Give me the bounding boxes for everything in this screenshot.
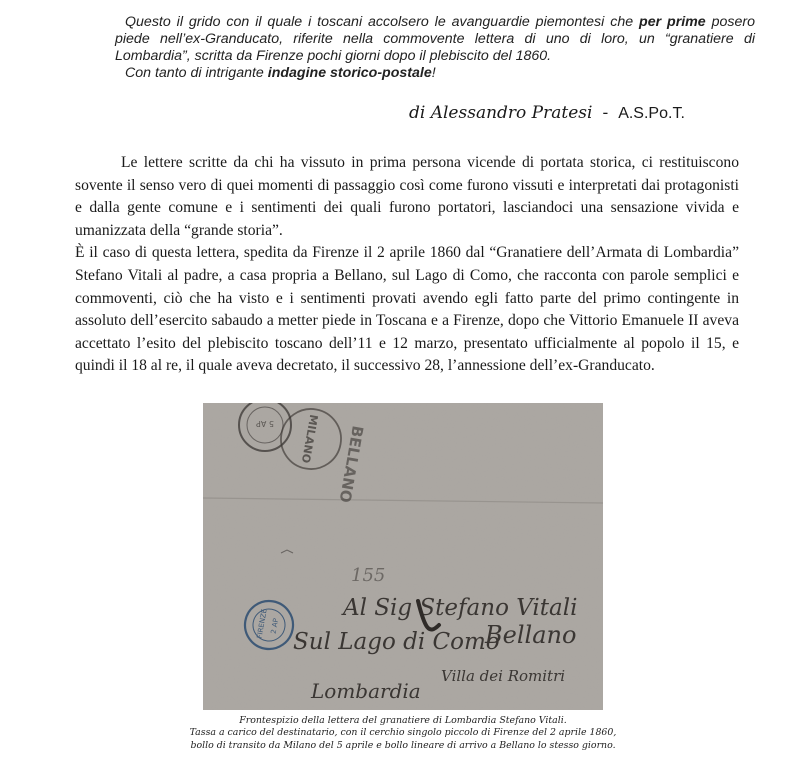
byline-separator: - bbox=[602, 103, 609, 123]
caption-line: Tassa a carico del destinatario, con il cerchio singolo piccolo di Firenze del 2 aprile 1860, bbox=[189, 727, 617, 739]
author-name: di Alessandro Pratesi bbox=[409, 103, 593, 123]
paper-texture bbox=[203, 403, 603, 710]
intro-emphasis: indagine storico-postale bbox=[267, 65, 432, 81]
svg-text:MILANO: MILANO bbox=[298, 413, 321, 465]
figure-caption bbox=[180, 715, 626, 752]
address-line-1: Al Sig Stefano Vitali bbox=[343, 595, 578, 621]
caption-line: bollo di transito da Milano del 5 aprile e bollo lineare di arrivo a Bellano lo stesso giorno. bbox=[190, 739, 616, 751]
svg-text:2 AP: 2 AP bbox=[269, 617, 281, 635]
article-paragraph: È il caso di questa lettera, spedita da Firenze il 2 aprile 1860 dal “Granatiere dell’Armata di Lombardia” Stefano Vitali al padre, a casa propria a Bellano, sul Lago di Como, che racconta con parole semplici e commoventi, ciò che ha visto e i sentimenti provati avendo egli fatto parte del primo contingente in assoluto dell’esercito sabaudo a metter piede in Toscana e a Firenze, dopo che Vittorio Emanuele II aveva accettato l’esito del plebiscito toscano dell’11 e 12 marzo, presentato ufficialmente al popolo il 15, e quindi il 18 al re, il quale aveva decretato, il successivo 28, l’annessione dell’ex-Granducato. bbox=[75, 244, 739, 375]
handwritten-mark: 155 bbox=[351, 565, 386, 586]
intro-paragraph-2 bbox=[115, 65, 755, 82]
intro-text: ! bbox=[431, 65, 436, 81]
svg-text:BELLANO: BELLANO bbox=[335, 424, 367, 504]
letter-photo bbox=[203, 403, 603, 710]
address-line-4: Villa dei Romitri bbox=[441, 667, 566, 685]
intro-text: Con tanto di intrigante bbox=[125, 65, 268, 81]
address-line-5: Lombardia bbox=[311, 679, 421, 703]
intro-summary bbox=[115, 14, 755, 82]
caption-line: Frontespizio della lettera del granatiere di Lombardia Stefano Vitali. bbox=[239, 715, 567, 726]
article-paragraph: Le lettere scritte da chi ha vissuto in prima persona vicende di portata storica, ci restituiscono sovente il senso vero di quei momenti di passaggio così come furono vissuti e interpretati dai protagonisti e dalla gente comune e i sentimenti dei quali furono portatori, lasciandoci una sensazione vivida e umanizzata della “grande storia”. bbox=[75, 154, 739, 239]
svg-text:FIRENZE: FIRENZE bbox=[255, 608, 269, 640]
intro-paragraph-1 bbox=[115, 14, 755, 65]
letter-illustration bbox=[203, 403, 603, 710]
address-line-3: Bellano bbox=[485, 621, 577, 649]
intro-text: posero piede nell’ex-Granducato, riferite nella commovente lettera di uno di loro, un “granatiere di Lombardia”, scritta da Firenze pochi giorni dopo il plebiscito del 1860. bbox=[115, 14, 755, 64]
svg-text:5 AP: 5 AP bbox=[256, 419, 274, 428]
intro-emphasis: per prime bbox=[639, 14, 706, 30]
byline bbox=[409, 103, 685, 123]
intro-text: Questo il grido con il quale i toscani accolsero le avanguardie piemontesi che bbox=[125, 14, 640, 30]
article-body bbox=[75, 152, 739, 378]
author-organization: A.S.Po.T. bbox=[618, 105, 685, 122]
address-line-2: Sul Lago di Como bbox=[293, 629, 500, 655]
